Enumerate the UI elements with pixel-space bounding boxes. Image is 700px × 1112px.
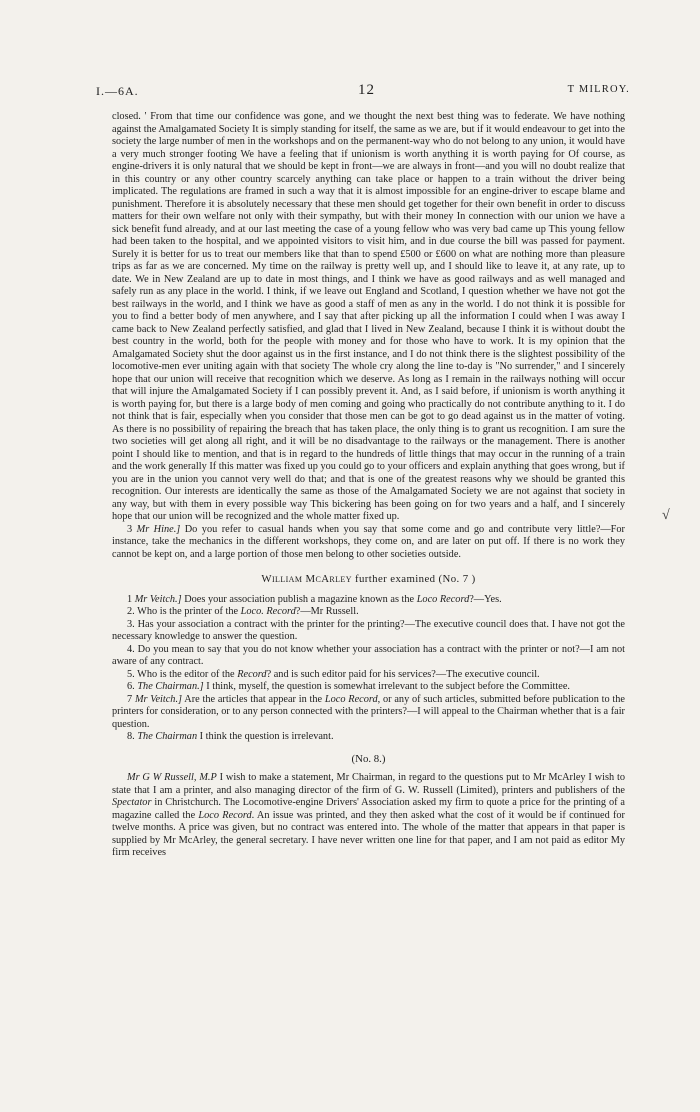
paper-reference: I.—6A. [96, 84, 139, 98]
question-2: 2. Who is the printer of the Loco. Record?—Mr Russell. [127, 606, 359, 617]
speaker: Mr Hine.] [136, 523, 181, 535]
question-7: 7 Mr Veitch.] Are the articles that appear in the Loco Record, or any of such articles, submitted before publication to the printers for consideration, or to any person connected with the printers?—I will appeal to the Chairman whether that is a fair question. [112, 693, 625, 730]
question-8: 8. The Chairman I think the question is irrelevant. [127, 731, 334, 742]
section-heading-no-8: (No. 8.) [351, 752, 386, 765]
document-body [112, 111, 625, 860]
question-5: 5. Who is the editor of the Record? and is such editor paid for his services?—The executive council. [127, 668, 540, 680]
question-4: 4. Do you mean to say that you do not know whether your association has a contract with the printer or not?—I am not aware of any contract. [112, 643, 625, 667]
statement-paragraph: closed. ' From that time our confidence was gone, and we thought the next best thing was to federate. We have nothing against the Amalgamated Society It is simply standing for itself, the same as we are, but if it would endeavour to get into the society the large number of men in the workshops and on the permanent-way who do not belong to any union, it would have a very much stronger footing We have a feeling that if unionism is worth anything it is worth paying for Of course, as engine-drivers it is only natural that we should be kept in front—we are always in front—and you will no doubt realize that in this country or any other country scarcely anything can take place or happen to a train without the driver being implicated. The regulations are framed in such a way that it is almost impossible for an engine-driver to escape blame and punishment. Therefore it is absolutely necessary that these men should get together for their own benefit in order to discuss matters for their own welfare not only with their sympathy, but with their money In connection with our union we have a sick benefit fund already, and at our last meeting the case of a young fellow who was very bad came up This young fellow had been taken to the hospital, and we appointed visitors to visit him, and in due course the bill was passed for payment. Surely it is better for us to treat our members like that than to spend £500 or £600 on what are nothing more than pleasure trips as far as we are concerned. My time on the railway is pretty well up, and I should like to leave it, at any rate, up to date. We in New Zealand are up to date in most things, and I think we have as good railways and as well managed and safely run as any place in the world. I think, if we leave out England and Scotland, I question whether we have not got the best railways in the world, and I think we have as good a staff of men as any in the world. I do not think it is possible for you to find a better body of men anywhere, and I say that after picking up all the information I could when I was away I came back to New Zealand perfectly satisfied, and glad that I lived in New Zealand, because I think it is without doubt the best country in the world, both for the people with money and for those who have to work. It is my opinion that the Amalgamated Society shut the door against us in the first instance, and I do not think there is the slightest possibility of the locomotive-men ever uniting again with that society The whole cry along the line to-day is "No surrender," and I sincerely hope that our union will receive that recognition which we deserve. As long as I remain in the railways nothing will occur that will injure the Amalgamated Society if I can possibly prevent it. And, as I said before, if unionism is worth anything it is worth paying for, but there is a large body of men coming and going who practically do not contribute anything to it. I do not think that is fair, especially when you consider that those men can be got to go dead against us in the matter of voting. As there is no possibility of repairing the breach that has taken place, the only thing is to grant us recognition. I am sure the two societies will get along all right, and it will be no disadvantage to the railways or the management. There is another point I should like to mention, and that is in regard to the hundreds of little things that may occur in the running of a train and the work generally If this matter was fixed up you could go to your officers and explain anything that goes wrong, but if you are in the union you cannot very well do that; and that is one of the greatest reasons why we should be granted this recognition. Our interests are identically the same as those of the Amalgamated Society we are not against that society in any way, but with them in every possible way This bickering has been going on for two years and a half, and I sincerely hope that our union will be recognized and the whole matter fixed up. [112, 111, 625, 522]
witness-name-header: T MILROY. [567, 84, 630, 95]
witness-name: William McArley [261, 573, 352, 585]
russell-statement: Mr G W Russell, M.P I wish to make a statement, Mr Chairman, in regard to the questions put to Mr McArley I wish to state that I am a printer, and also managing director of the firm of G. W. Russell (Limited), printers and publishers of the Spectator in Christchurch. The Locomotive-engine Drivers' Association asked my firm to quote a price for the printing of a magazine called the Loco Record. An issue was printed, and they then asked what the cost of it would be if continued for twelve months. A price was given, but no contract was entered into. The whole of the matter that appears in that paper is supplied by Mr McArley, the general secretary. I have never written one line for that paper, and I am not paid as editor My firm receives [112, 772, 625, 858]
page-number: 12 [358, 82, 375, 98]
page-header [96, 82, 630, 102]
section-heading-no-7: William McArley further examined (No. 7 ) [261, 573, 476, 585]
question-6: 6. The Chairman.] I think, myself, the question is somewhat irrelevant to the subject before the Committee. [127, 681, 570, 692]
question-3: 3 Mr Hine.] Do you refer to casual hands when you say that some come and go and contribute very little?—For instance, take the mechanics in the different workshops, they come on, and are later on put off. If there is no work they cannot be kept on, and a large portion of those men belong to other societies outside. [112, 523, 625, 560]
question-1: 1 Mr Veitch.] Does your association publish a magazine known as the Loco Record?—Yes. [127, 593, 502, 605]
question-3b: 3. Has your association a contract with the printer for the printing?—The executive council does that. I have not got the necessary knowledge to answer the question. [112, 618, 625, 642]
margin-check-mark: √ [662, 508, 670, 523]
